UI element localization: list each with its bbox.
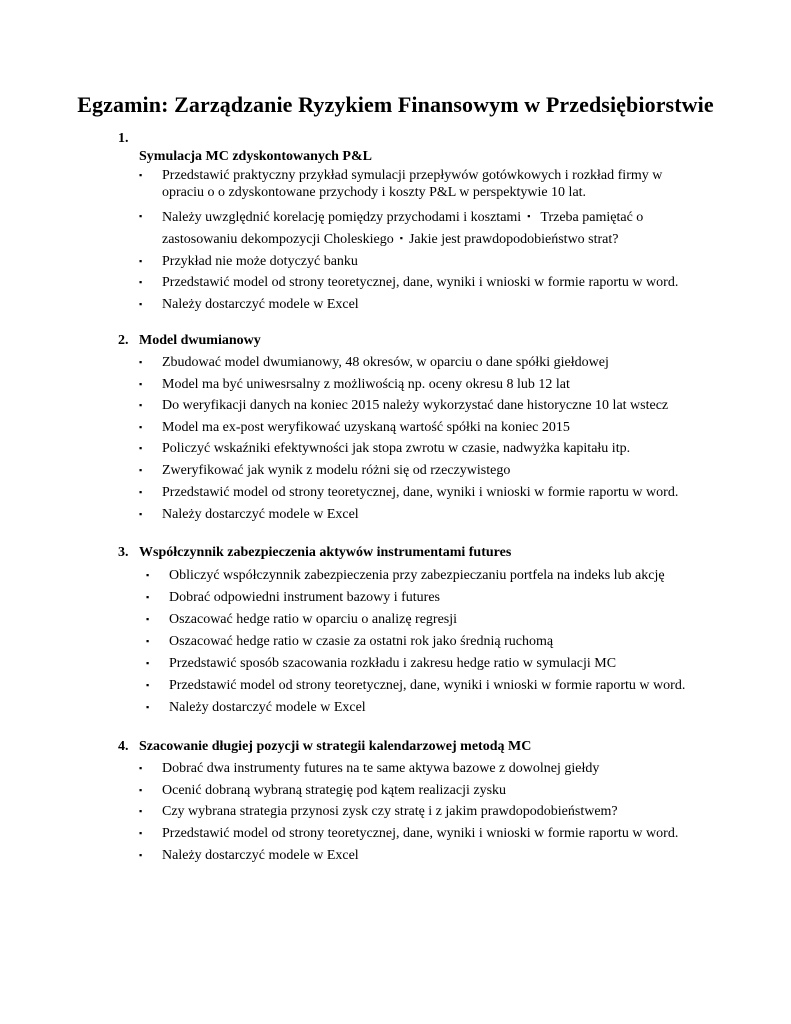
bullet-icon: ▪ — [139, 277, 143, 287]
section-1-item-3-cont-text: zastosowaniu dekompozycji Choleskiego — [162, 232, 394, 247]
bullet-icon: ▪ — [139, 422, 143, 432]
bullet-icon: ▪ — [139, 806, 143, 816]
bullet-icon: ▪ — [139, 170, 143, 180]
section-2-item-4: Model ma ex-post weryfikować uzyskaną wartość spółki na koniec 2015 — [162, 420, 570, 435]
bullet-icon: ▪ — [139, 379, 143, 389]
section-3-item-7: Należy dostarczyć modele w Excel — [169, 700, 366, 715]
document-title: Egzamin: Zarządzanie Ryzykiem Finansowym w Przedsiębiorstwie — [77, 92, 714, 117]
section-3-heading: Współczynnik zabezpieczenia aktywów instrumentami futures — [139, 545, 512, 560]
bullet-icon: ▪ — [146, 614, 150, 624]
bullet-icon: ▪ — [139, 256, 143, 266]
section-1-item-4-text: Jakie jest prawdopodobieństwo strat? — [408, 232, 619, 247]
section-1-item-1: Przedstawić praktyczny przykład symulacji przepływów gotówkowych i rozkład firmy w — [162, 168, 663, 183]
section-4-item-1: Dobrać dwa instrumenty futures na te same aktywa bazowe z dowolnej giełdy — [162, 761, 600, 776]
section-2-item-8: Należy dostarczyć modele w Excel — [162, 507, 359, 522]
bullet-icon: ▪ — [139, 487, 143, 497]
section-1-item-3-text: Trzeba pamiętać o — [540, 210, 644, 225]
bullet-icon: ▪ — [146, 570, 150, 580]
section-4-heading: Szacowanie długiej pozycji w strategii kalendarzowej metodą MC — [139, 739, 532, 754]
bullet-icon: ▪ — [146, 702, 150, 712]
bullet-icon: ▪ — [139, 299, 143, 309]
section-3-number: 3. — [118, 545, 129, 560]
section-4-item-2: Ocenić dobraną wybraną strategię pod kątem realizacji zysku — [162, 783, 507, 798]
bullet-icon: ▪ — [139, 443, 143, 453]
section-2-item-3: Do weryfikacji danych na koniec 2015 należy wykorzystać dane historyczne 10 lat wstecz — [162, 398, 669, 413]
bullet-icon: ▪ — [146, 592, 150, 602]
section-1-item-2 — [162, 208, 643, 226]
section-1-item-1-cont: opraciu o o zdyskontowane przychody i koszty P&L w perspektywie 10 lat. — [162, 185, 587, 200]
bullet-icon: ▪ — [139, 785, 143, 795]
section-1-item-2-text: Należy uwzględnić korelację pomiędzy przychodami i kosztami — [162, 210, 522, 225]
bullet-icon: ▪ — [139, 211, 143, 221]
bullet-icon: ▪ — [146, 680, 150, 690]
bullet-icon: ▪ — [139, 828, 143, 838]
bullet-icon: ▪ — [139, 357, 143, 367]
bullet-icon: ▪ — [146, 658, 150, 668]
section-1-heading: Symulacja MC zdyskontowanych P&L — [139, 149, 372, 164]
section-2-number: 2. — [118, 333, 129, 348]
bullet-icon: ▪ — [139, 509, 143, 519]
bullet-icon: ▪ — [139, 763, 143, 773]
bullet-icon: ▪ — [399, 233, 403, 243]
section-2-item-5: Policzyć wskaźniki efektywności jak stopa zwrotu w czasie, nadwyżka kapitału itp. — [162, 441, 631, 456]
section-2-heading: Model dwumianowy — [139, 333, 261, 348]
section-2-item-1: Zbudować model dwumianowy, 48 okresów, w oparciu o dane spółki giełdowej — [162, 355, 609, 370]
bullet-icon: ▪ — [146, 636, 150, 646]
bullet-icon: ▪ — [139, 400, 143, 410]
section-3-item-1: Obliczyć współczynnik zabezpieczenia przy zabezpieczaniu portfela na indeks lub akcję — [169, 568, 665, 583]
section-2-item-7: Przedstawić model od strony teoretycznej, dane, wyniki i wnioski w formie raportu w word. — [162, 485, 679, 500]
section-2-item-6: Zweryfikować jak wynik z modelu różni się od rzeczywistego — [162, 463, 511, 478]
bullet-icon: ▪ — [139, 850, 143, 860]
bullet-icon: ▪ — [527, 211, 531, 221]
section-1-number: 1. — [118, 131, 129, 146]
section-1-item-6: Przedstawić model od strony teoretycznej, dane, wyniki i wnioski w formie raportu w word. — [162, 275, 679, 290]
bullet-icon: ▪ — [139, 465, 143, 475]
section-4-number: 4. — [118, 739, 129, 754]
section-1-item-3-cont — [162, 230, 619, 248]
section-3-item-3: Oszacować hedge ratio w oparciu o analizę regresji — [169, 612, 458, 627]
section-3-item-6: Przedstawić model od strony teoretycznej, dane, wyniki i wnioski w formie raportu w word. — [169, 678, 686, 693]
section-4-item-3: Czy wybrana strategia przynosi zysk czy stratę i z jakim prawdopodobieństwem? — [162, 804, 618, 819]
section-3-item-2: Dobrać odpowiedni instrument bazowy i futures — [169, 590, 440, 605]
section-1-item-7: Należy dostarczyć modele w Excel — [162, 297, 359, 312]
section-1-item-5: Przykład nie może dotyczyć banku — [162, 254, 358, 269]
section-4-item-5: Należy dostarczyć modele w Excel — [162, 848, 359, 863]
section-3-item-4: Oszacować hedge ratio w czasie za ostatni rok jako średnią ruchomą — [169, 634, 554, 649]
section-4-item-4: Przedstawić model od strony teoretycznej, dane, wyniki i wnioski w formie raportu w word. — [162, 826, 679, 841]
section-3-item-5: Przedstawić sposób szacowania rozkładu i zakresu hedge ratio w symulacji MC — [169, 656, 617, 671]
section-2-item-2: Model ma być uniwesrsalny z możliwością np. oceny okresu 8 lub 12 lat — [162, 377, 570, 392]
